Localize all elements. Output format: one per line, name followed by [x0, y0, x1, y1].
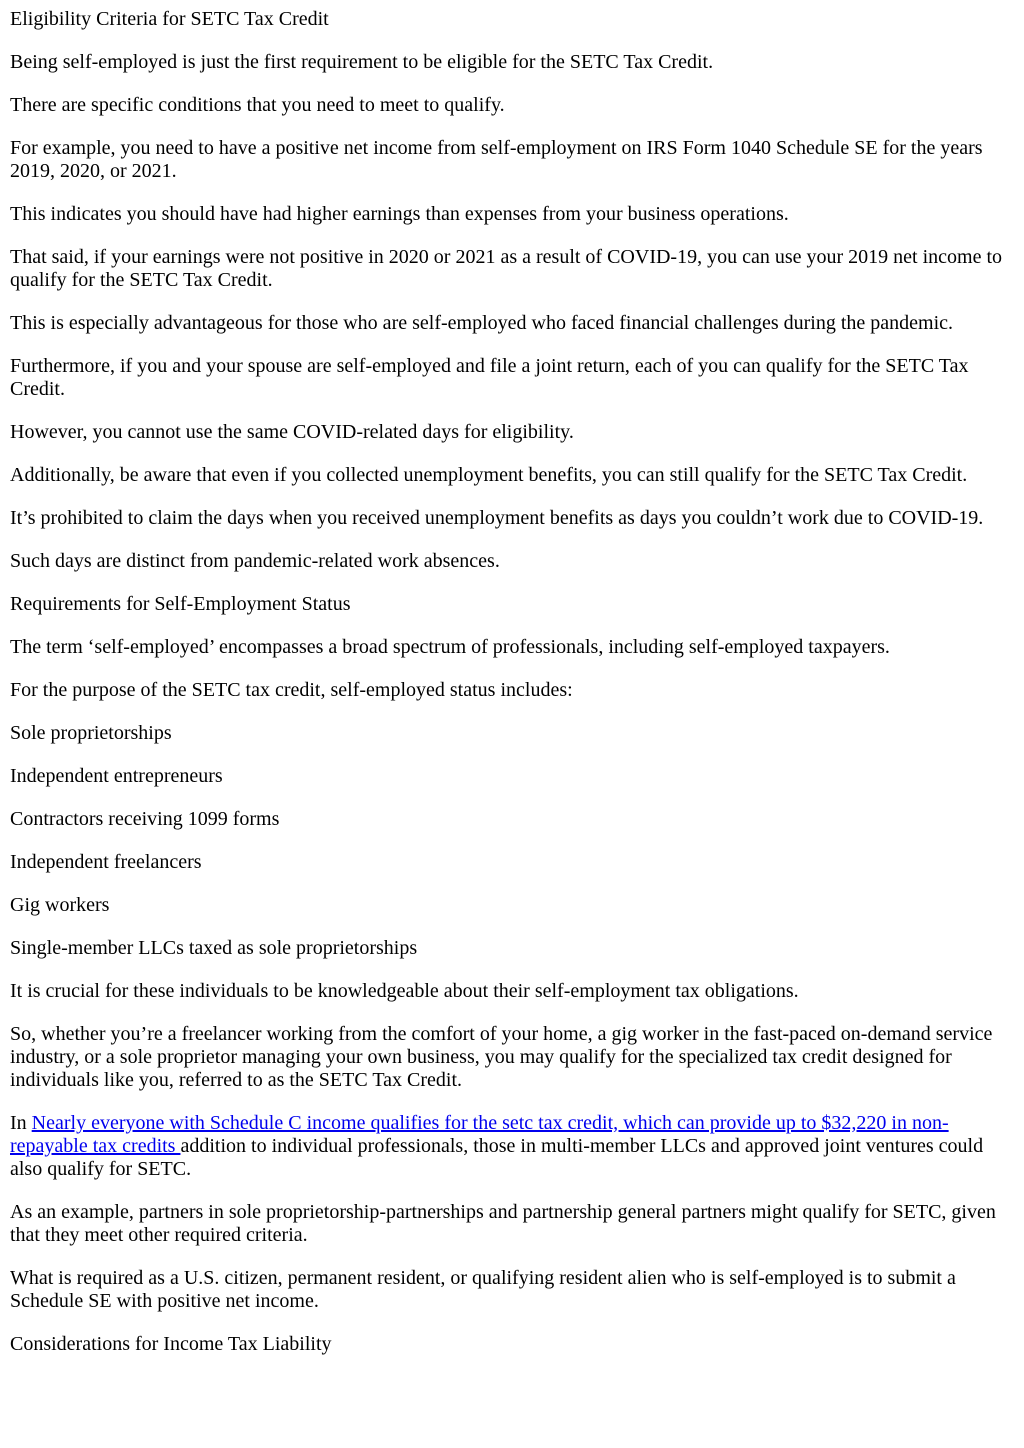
paragraph: So, whether you’re a freelancer working from the comfort of your home, a gig worker in the fast-paced on-demand service industry, or a sole proprietor managing your own business, you may qualify for the specialized tax credit designed for individuals like you, referred to as the SETC Tax Credit. — [10, 1023, 993, 1091]
paragraph: It’s prohibited to claim the days when you received unemployment benefits as days you couldn’t work due to COVID-19. — [10, 507, 984, 529]
paragraph: Additionally, be aware that even if you collected unemployment benefits, you can still qualify for the SETC Tax Credit. — [10, 464, 968, 486]
link-paragraph-after: addition to individual professionals, those in multi-member LLCs and approved joint ventures could also qualify for SETC. — [10, 1135, 984, 1180]
paragraph: The term ‘self-employed’ encompasses a broad spectrum of professionals, including self-employed taxpayers. — [10, 636, 890, 658]
paragraph: For example, you need to have a positive net income from self-employment on IRS Form 1040 Schedule SE for the years 2019, 2020, or 2021. — [10, 137, 983, 182]
paragraph: For the purpose of the SETC tax credit, self-employed status includes: — [10, 679, 573, 701]
link-paragraph-before: In — [10, 1112, 32, 1134]
heading-income-tax-liability: Considerations for Income Tax Liability — [10, 1333, 332, 1355]
list-item: Gig workers — [10, 894, 110, 916]
heading-eligibility-criteria: Eligibility Criteria for SETC Tax Credit — [10, 8, 329, 30]
paragraph: Being self-employed is just the first requirement to be eligible for the SETC Tax Credit. — [10, 51, 714, 73]
list-item: Sole proprietorships — [10, 722, 172, 744]
paragraph: What is required as a U.S. citizen, permanent resident, or qualifying resident alien who is self-employed is to submit a Schedule SE with positive net income. — [10, 1267, 956, 1312]
paragraph: However, you cannot use the same COVID-related days for eligibility. — [10, 421, 574, 443]
list-item: Contractors receiving 1099 forms — [10, 808, 280, 830]
paragraph: Furthermore, if you and your spouse are self-employed and file a joint return, each of you can qualify for the SETC Tax Credit. — [10, 355, 969, 400]
paragraph-with-link — [10, 1112, 1014, 1181]
heading-self-employment-requirements: Requirements for Self-Employment Status — [10, 593, 351, 615]
paragraph: There are specific conditions that you need to meet to qualify. — [10, 94, 505, 116]
paragraph: That said, if your earnings were not positive in 2020 or 2021 as a result of COVID-19, you can use your 2019 net income to qualify for the SETC Tax Credit. — [10, 246, 1003, 291]
list-item: Independent freelancers — [10, 851, 202, 873]
list-item: Independent entrepreneurs — [10, 765, 223, 787]
list-item: Single-member LLCs taxed as sole proprietorships — [10, 937, 418, 959]
paragraph: This indicates you should have had higher earnings than expenses from your business operations. — [10, 203, 789, 225]
paragraph: As an example, partners in sole proprietorship-partnerships and partnership general partners might qualify for SETC, given that they meet other required criteria. — [10, 1201, 996, 1246]
setc-info-link[interactable]: Nearly everyone with Schedule C income qualifies for the setc tax credit, which can provide up to $32,220 in non-repayable tax credits — [10, 1112, 949, 1157]
paragraph: This is especially advantageous for those who are self-employed who faced financial challenges during the pandemic. — [10, 312, 953, 334]
paragraph: It is crucial for these individuals to be knowledgeable about their self-employment tax obligations. — [10, 980, 799, 1002]
paragraph: Such days are distinct from pandemic-related work absences. — [10, 550, 500, 572]
